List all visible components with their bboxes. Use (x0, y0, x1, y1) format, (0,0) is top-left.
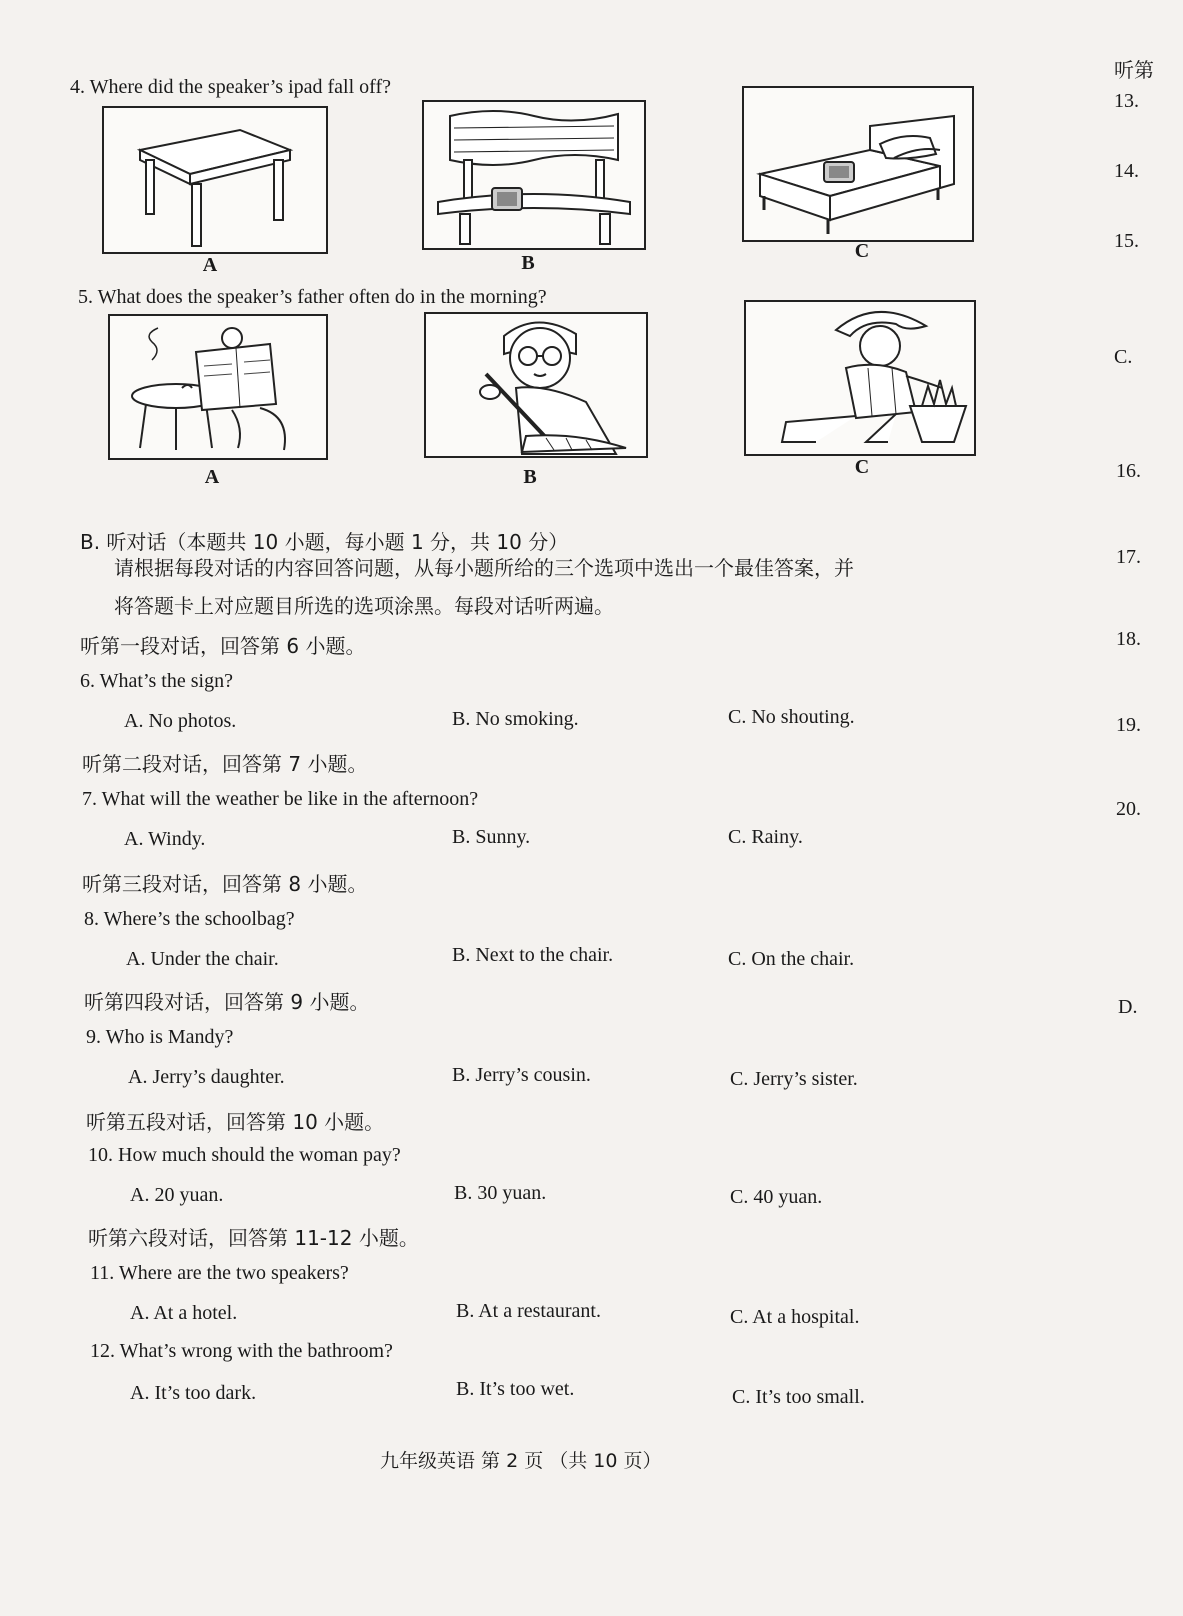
question-7-option-c[interactable]: C. Rainy. (728, 826, 803, 848)
label-5a: A (204, 466, 220, 488)
section-b-instruction-line-2: 将答题卡上对应题目所选的选项涂黑。每段对话听两遍。 (114, 594, 614, 618)
dialogue-6-intro: 听第六段对话，回答第 11-12 小题。 (88, 1226, 419, 1250)
right-margin-number-13: 13. (1114, 90, 1139, 112)
picture-4a[interactable] (102, 106, 328, 254)
man-gardening-icon (746, 302, 974, 454)
picture-5b[interactable] (424, 312, 648, 458)
question-6-option-c[interactable]: C. No shouting. (728, 706, 855, 728)
right-margin-cut-text: 听第 (1114, 58, 1154, 82)
picture-4b[interactable] (422, 100, 646, 250)
label-4c: C (854, 240, 870, 262)
question-11-option-a[interactable]: A. At a hotel. (130, 1302, 238, 1324)
dialogue-2-intro: 听第二段对话，回答第 7 小题。 (82, 752, 368, 776)
question-10-option-b[interactable]: B. 30 yuan. (454, 1182, 547, 1204)
picture-5a[interactable] (108, 314, 328, 460)
question-8-option-b[interactable]: B. Next to the chair. (452, 944, 614, 966)
right-margin-number-16: 16. (1116, 460, 1141, 482)
question-9: 9. Who is Mandy? (86, 1026, 234, 1048)
page-footer: 九年级英语 第 2 页 （共 10 页） (380, 1450, 662, 1472)
question-6-option-a[interactable]: A. No photos. (124, 710, 237, 732)
question-10: 10. How much should the woman pay? (88, 1144, 401, 1166)
picture-5c[interactable] (744, 300, 976, 456)
question-12: 12. What’s wrong with the bathroom? (90, 1340, 393, 1362)
right-margin-number-20: 20. (1116, 798, 1141, 820)
question-11-option-b[interactable]: B. At a restaurant. (456, 1300, 601, 1322)
right-margin-number-15: 15. (1114, 230, 1139, 252)
question-9-option-b[interactable]: B. Jerry’s cousin. (452, 1064, 591, 1086)
question-12-option-c[interactable]: C. It’s too small. (732, 1386, 865, 1408)
man-reading-newspaper-icon (110, 316, 326, 458)
right-margin-number-17: 17. (1116, 546, 1141, 568)
question-12-option-a[interactable]: A. It’s too dark. (130, 1382, 257, 1404)
bench-with-ipad-icon (424, 102, 644, 248)
section-b-title: B. 听对话（本题共 10 小题，每小题 1 分，共 10 分） (80, 530, 569, 554)
question-12-option-b[interactable]: B. It’s too wet. (456, 1378, 575, 1400)
question-10-option-c[interactable]: C. 40 yuan. (730, 1186, 823, 1208)
dialogue-5-intro: 听第五段对话，回答第 10 小题。 (86, 1110, 385, 1134)
question-8: 8. Where’s the schoolbag? (84, 908, 295, 930)
right-margin-number-18: 18. (1116, 628, 1141, 650)
question-8-option-c[interactable]: C. On the chair. (728, 948, 855, 970)
bed-with-ipad-icon (744, 88, 972, 240)
question-11: 11. Where are the two speakers? (90, 1262, 349, 1284)
picture-4c[interactable] (742, 86, 974, 242)
right-margin-number-14: 14. (1114, 160, 1139, 182)
question-7: 7. What will the weather be like in the afternoon? (82, 788, 479, 810)
dialogue-3-intro: 听第三段对话，回答第 8 小题。 (82, 872, 368, 896)
dialogue-1-intro: 听第一段对话，回答第 6 小题。 (80, 634, 366, 658)
right-margin-option-d: D. (1118, 996, 1138, 1018)
right-margin-option-c: C. (1114, 346, 1133, 368)
question-8-option-a[interactable]: A. Under the chair. (126, 948, 279, 970)
question-9-option-a[interactable]: A. Jerry’s daughter. (128, 1066, 285, 1088)
question-7-option-a[interactable]: A. Windy. (124, 828, 206, 850)
boy-sweeping-floor-icon (426, 314, 646, 456)
label-4a: A (202, 254, 218, 276)
dialogue-4-intro: 听第四段对话，回答第 9 小题。 (84, 990, 370, 1014)
question-5: 5. What does the speaker’s father often do in the morning? (78, 286, 547, 308)
label-4b: B (521, 252, 535, 274)
question-9-option-c[interactable]: C. Jerry’s sister. (730, 1068, 858, 1090)
question-6-option-b[interactable]: B. No smoking. (452, 708, 579, 730)
question-10-option-a[interactable]: A. 20 yuan. (130, 1184, 224, 1206)
right-margin-number-19: 19. (1116, 714, 1141, 736)
question-4: 4. Where did the speaker’s ipad fall off? (70, 76, 391, 98)
question-11-option-c[interactable]: C. At a hospital. (730, 1306, 860, 1328)
section-b-instruction-line-1: 请根据每段对话的内容回答问题，从每小题所给的三个选项中选出一个最佳答案，并 (114, 556, 854, 580)
label-5c: C (854, 456, 870, 478)
table-icon (104, 108, 326, 252)
question-7-option-b[interactable]: B. Sunny. (452, 826, 531, 848)
label-5b: B (523, 466, 537, 488)
question-6: 6. What’s the sign? (80, 670, 233, 692)
